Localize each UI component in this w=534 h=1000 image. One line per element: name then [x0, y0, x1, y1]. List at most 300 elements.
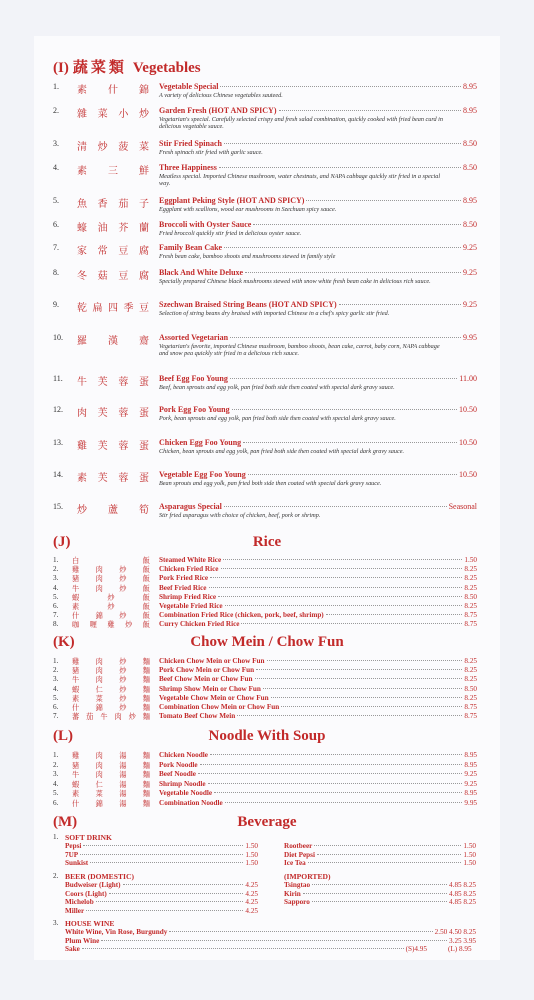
item-name-line [159, 565, 477, 573]
beverage-item [65, 907, 258, 916]
chinese-char: 常 [97, 246, 108, 257]
leader-dots [279, 110, 462, 111]
menu-item [53, 565, 477, 574]
item-price: 8.25 [464, 693, 477, 702]
beverage-name: Plum Wine [65, 936, 100, 945]
item-description: Beef, bean sprouts and egg yolk, pan fried both side then coated with special dark gravy sauce. [159, 384, 395, 391]
menu-item [53, 666, 477, 675]
beverage-item [284, 898, 476, 907]
menu-item [53, 703, 477, 712]
chinese-char: 炒 [119, 685, 127, 694]
item-price: 8.95 [464, 789, 477, 798]
item-price: 8.75 [464, 703, 477, 711]
beverage-price: 4.25 [245, 889, 258, 898]
chinese-char: 清 [77, 142, 87, 153]
item-name-line [159, 405, 477, 414]
item-price: 8.95 [463, 82, 477, 91]
chinese-char: 麵 [142, 771, 150, 780]
chinese-char: 麵 [142, 704, 150, 712]
chinese-name [77, 195, 149, 210]
item-price: 8.50 [464, 684, 477, 693]
item-number: 1. [53, 657, 59, 665]
leader-dots [339, 304, 461, 305]
section-letter-chowmein: (K) [53, 634, 75, 650]
leader-dots [224, 143, 461, 144]
chinese-char: 什 [72, 704, 80, 712]
item-number: 2. [53, 565, 59, 574]
menu-item [53, 611, 477, 620]
leader-dots [243, 442, 457, 443]
item-name-line [159, 799, 477, 807]
item-name: Pork Egg Foo Young [159, 405, 230, 414]
chinese-char: 芙 [97, 408, 108, 419]
chinese-char: 雞 [72, 658, 80, 666]
chinese-char: 素 [72, 603, 80, 611]
item-number: 14. [53, 470, 63, 479]
chinese-char: 湯 [119, 800, 127, 808]
chinese-char: 筍 [139, 505, 149, 516]
leader-dots [86, 910, 243, 911]
item-name: Shrimp Noodle [159, 779, 206, 788]
chinese-char: 飯 [142, 557, 150, 565]
leader-dots [208, 783, 463, 784]
leader-dots [224, 506, 447, 507]
item-name: Pork Fried Rice [159, 574, 209, 583]
item-name-line [159, 574, 477, 582]
chinese-char: 仁 [95, 685, 103, 694]
beverage-price: 1.50 [463, 859, 476, 868]
chinese-name [72, 761, 150, 771]
item-name: Stir Fried Spinach [159, 139, 222, 148]
item-name: Vegetable Special [159, 82, 219, 91]
item-price: 11.00 [459, 374, 477, 383]
chinese-char: 三 [108, 166, 118, 177]
chinese-name [72, 770, 150, 780]
chinese-char: 咖 [72, 621, 80, 630]
chinese-char: 豆 [118, 246, 129, 257]
item-name: Beef Noodle [159, 770, 196, 779]
item-number: 1. [53, 751, 59, 759]
item-name-line [159, 502, 477, 511]
item-description: Stir fried asparagus with choice of chicken, beef, pork or shrimp. [159, 512, 321, 519]
chinese-char: 魚 [77, 199, 87, 210]
item-number: 5. [53, 789, 59, 798]
beverage-item [65, 945, 427, 954]
beverage-group-title: BEER (DOMESTIC) [65, 872, 134, 881]
item-number: 15. [53, 502, 63, 511]
chinese-char: 炒 [119, 658, 127, 666]
chinese-char: 素 [77, 166, 87, 177]
leader-dots [312, 901, 447, 902]
chinese-char: 香 [97, 199, 108, 210]
menu-item [53, 574, 477, 583]
chinese-char: 肉 [95, 752, 103, 760]
beverage-price: 4.85 8.25 [449, 881, 476, 889]
chinese-char: 素 [77, 85, 87, 96]
item-number: 11. [53, 374, 63, 383]
beverage-group-number: 3. [53, 919, 59, 927]
item-price: 8.50 [464, 592, 477, 601]
item-price: 9.25 [463, 268, 477, 277]
item-number: 12. [53, 405, 63, 414]
item-name: Shrimp Show Mein or Chow Fun [159, 684, 261, 693]
item-name-line [159, 139, 477, 148]
item-name: Beef Chow Mein or Chow Fun [159, 675, 253, 684]
item-price: 8.75 [464, 620, 477, 629]
item-name-line [159, 243, 477, 252]
beverage-name: Sake [65, 945, 80, 954]
chinese-char: 家 [77, 246, 87, 257]
chinese-char: 牛 [100, 713, 108, 722]
item-number: 2. [53, 666, 59, 675]
item-description: Fried broccoli quickly stir fried in delicious oyster sauce. [159, 230, 302, 237]
item-name-line [159, 163, 477, 172]
item-name: Asparagus Special [159, 502, 222, 511]
chinese-char: 芙 [97, 473, 108, 484]
menu-item [53, 584, 477, 593]
chinese-name [77, 501, 149, 516]
chinese-name [77, 267, 149, 282]
chinese-char: 炒 [97, 142, 108, 153]
beverage-item [284, 859, 476, 868]
chinese-char: 麵 [142, 694, 150, 703]
leader-dots [101, 940, 447, 941]
item-name-line [159, 300, 477, 309]
item-number: 4. [53, 583, 59, 592]
item-price: 8.25 [464, 666, 477, 675]
item-name-line [159, 220, 477, 229]
menu-item [53, 789, 477, 798]
item-name-line [159, 666, 477, 674]
leader-dots [83, 845, 243, 846]
item-number: 10. [53, 333, 63, 342]
chinese-char: 菜 [95, 790, 103, 799]
chinese-char: 麵 [142, 800, 150, 808]
beverage-name: White Wine, Vin Rose, Burgundy [65, 928, 168, 936]
chinese-char: 麵 [142, 761, 150, 770]
section-header-vegetables [53, 56, 201, 77]
menu-item [53, 694, 477, 703]
beverage-name: Sunkist [65, 859, 89, 868]
item-price: 8.75 [464, 712, 477, 721]
leader-dots [200, 764, 463, 765]
menu-item [53, 770, 477, 779]
item-description: Fresh bean cake, bamboo shoots and mushrooms stewed in family style [159, 253, 336, 260]
item-number: 4. [53, 779, 59, 788]
chinese-char: 炒 [119, 584, 127, 593]
chinese-char: 豆 [139, 303, 149, 314]
menu-item [53, 761, 477, 770]
beverage-group-number: 1. [53, 833, 59, 841]
chinese-char: 炒 [107, 593, 115, 602]
chinese-char: 蛋 [138, 441, 149, 452]
chinese-char: 冬 [77, 271, 87, 282]
item-name: Pork Chow Mein or Chow Fun [159, 666, 255, 675]
chinese-char: 蓉 [118, 473, 129, 484]
item-name-line [159, 789, 477, 797]
item-price: Seasonal [448, 502, 477, 511]
chinese-name [77, 373, 149, 388]
chinese-char: 肉 [114, 713, 122, 722]
item-name-line [159, 556, 477, 564]
menu-item [53, 712, 477, 721]
item-name: Curry Chicken Fried Rice [159, 620, 240, 629]
leader-dots [267, 660, 463, 661]
menu-item [53, 751, 477, 760]
item-name: Steamed White Rice [159, 556, 222, 564]
chinese-char: 羅 [77, 336, 87, 347]
item-name-line [159, 770, 477, 778]
item-name-line [159, 657, 477, 665]
beverage-price: 1.50 [245, 842, 258, 850]
item-name: Vegetable Chow Mein or Chow Fun [159, 693, 269, 702]
item-name: Chicken Egg Foo Young [159, 438, 242, 447]
chinese-char: 炒 [119, 676, 127, 685]
beverage-group-title: SOFT DRINK [65, 833, 112, 842]
chinese-char: 肉 [77, 408, 87, 419]
beverage-price: 4.25 [245, 898, 258, 907]
leader-dots [218, 596, 462, 597]
item-number: 6. [53, 799, 59, 807]
leader-dots [237, 715, 462, 716]
item-name: Broccoli with Oyster Sauce [159, 220, 252, 229]
item-name-line [159, 611, 477, 619]
chinese-char: 菠 [118, 142, 129, 153]
chinese-char: 麵 [142, 685, 150, 694]
chinese-char: 肉 [95, 676, 103, 685]
item-price: 9.25 [463, 300, 477, 309]
chinese-char: 什 [72, 800, 80, 808]
chinese-char: 飯 [142, 593, 150, 602]
item-name-line [159, 685, 477, 693]
item-price: 10.50 [459, 470, 477, 479]
chinese-char: 雞 [77, 441, 87, 452]
chinese-char: 芥 [118, 223, 129, 234]
item-number: 13. [53, 438, 63, 447]
chinese-char: 乾 [77, 303, 87, 314]
chinese-char: 油 [97, 223, 108, 234]
chinese-char: 季 [123, 303, 134, 314]
item-price: 8.25 [464, 574, 477, 583]
beverage-name: Tsingtao [284, 881, 311, 889]
chinese-char: 豬 [72, 761, 80, 770]
chinese-char: 菇 [97, 271, 108, 282]
item-name-line [159, 620, 477, 628]
chinese-char: 炒 [119, 575, 127, 584]
chinese-char: 雞 [72, 752, 80, 760]
item-description: A variety of delicious Chinese vegetables sauteed. [159, 92, 283, 99]
chinese-char: 湯 [119, 771, 127, 780]
chinese-char: 麵 [142, 676, 150, 685]
chinese-char: 雞 [72, 566, 80, 575]
chinese-char: 湯 [119, 780, 127, 789]
chinese-char: 齋 [139, 336, 149, 347]
item-name-line [159, 712, 477, 720]
item-name: Assorted Vegetarian [159, 333, 229, 342]
chinese-name [77, 437, 149, 452]
item-description: Vegetarian's favorite, imported Chinese mushroom, bamboo shoots, bean cake, carrot, baby corn, NAPA cabbage and snow pea quickly stir fried in a delicious rich sauce. [159, 343, 440, 358]
chinese-char: 豬 [72, 667, 80, 676]
chinese-char: 扁 [92, 303, 103, 314]
beverage-subgroup-title: (IMPORTED) [284, 872, 331, 881]
chinese-name [77, 332, 149, 347]
chinese-char: 蓉 [118, 377, 129, 388]
item-number: 3. [53, 574, 59, 583]
chinese-name [72, 789, 150, 799]
section-letter-rice: (J) [53, 534, 71, 550]
item-name: Combination Noodle [159, 799, 223, 807]
leader-dots [312, 884, 447, 885]
chinese-char: 蝦 [72, 593, 80, 602]
chinese-char: 湯 [119, 761, 127, 770]
item-price: 9.25 [464, 770, 477, 779]
chinese-char: 蛋 [138, 473, 149, 484]
chinese-char: 錦 [95, 800, 103, 808]
section-letter-beverage: (M) [53, 814, 78, 830]
menu-item [53, 602, 477, 611]
leader-dots [245, 272, 461, 273]
chinese-char: 錦 [95, 612, 103, 621]
item-name: Chicken Noodle [159, 751, 208, 759]
beverage-group-number: 2. [53, 872, 59, 880]
chinese-char: 肉 [95, 761, 103, 770]
chinese-name [77, 138, 149, 153]
item-number: 6. [53, 703, 59, 711]
item-description: Bean sprouts and egg yolk, pan fried both side then coated with special dark gravy sauce. [159, 480, 382, 487]
item-number: 3. [53, 675, 59, 684]
item-number: 6. [53, 220, 59, 229]
item-description: Fresh spinach stir fried with garlic sauce. [159, 149, 263, 156]
chinese-char: 炒 [128, 713, 136, 722]
chinese-char: 蓉 [118, 441, 129, 452]
chinese-char: 喱 [89, 621, 97, 630]
item-price: 9.25 [464, 779, 477, 788]
leader-dots [230, 378, 457, 379]
leader-dots [123, 884, 244, 885]
chinese-char: 豬 [72, 575, 80, 584]
item-price: 1.50 [464, 556, 477, 564]
chinese-name [72, 751, 150, 761]
item-name-line [159, 675, 477, 683]
menu-item [53, 675, 477, 684]
item-name: Vegetable Egg Foo Young [159, 470, 246, 479]
section-title: Vegetables [132, 60, 201, 76]
chinese-char: 炒 [119, 694, 127, 703]
chinese-char: 豆 [118, 271, 129, 282]
chinese-char: 芙 [97, 377, 108, 388]
leader-dots [281, 706, 462, 707]
item-price: 8.25 [464, 675, 477, 684]
item-description: Vegetarian's special. Carefully selected crispy and fresh salad combination, quickly cooked with fried bean curd in delicious vegetable sauce. [159, 116, 443, 131]
chinese-char: 麵 [142, 790, 150, 799]
leader-dots [224, 247, 461, 248]
leader-dots [232, 409, 457, 410]
menu-item [53, 685, 477, 694]
item-number: 4. [53, 684, 59, 693]
beverage-price: 4.85 8.25 [449, 889, 476, 898]
item-price: 8.25 [464, 657, 477, 665]
beverage-name: Ice Tea [284, 859, 306, 868]
chinese-char: 蝦 [72, 780, 80, 789]
chinese-name [72, 780, 150, 790]
item-name-line [159, 761, 477, 769]
chinese-char: 麵 [142, 752, 150, 760]
item-number: 1. [53, 556, 59, 564]
chinese-name [77, 242, 149, 257]
leader-dots [225, 802, 463, 803]
item-number: 4. [53, 163, 59, 172]
item-price: 8.25 [464, 565, 477, 574]
leader-dots [303, 893, 447, 894]
chinese-name [77, 81, 149, 96]
item-name-line [159, 593, 477, 601]
beverage-name: Diet Pepsi [284, 850, 315, 859]
item-name: Family Bean Cake [159, 243, 223, 252]
leader-dots [314, 845, 461, 846]
leader-dots [223, 559, 462, 560]
item-price: 9.95 [464, 799, 477, 807]
beverage-price: 4.25 [245, 906, 258, 915]
leader-dots [255, 678, 463, 679]
beverage-item [65, 859, 258, 868]
item-number: 6. [53, 602, 59, 610]
item-name: Combination Chow Mein or Chow Fun [159, 703, 280, 711]
chinese-name [72, 799, 150, 809]
leader-dots [214, 792, 462, 793]
beverage-price: 1.50 [245, 850, 258, 859]
item-number: 7. [53, 712, 59, 721]
leader-dots [198, 773, 462, 774]
beverage-name: Sapporo [284, 898, 310, 907]
chinese-char: 白 [72, 557, 80, 565]
leader-dots [230, 337, 461, 338]
item-price: 10.50 [459, 438, 477, 447]
item-name-line [159, 106, 477, 115]
item-name: Garden Fresh (HOT AND SPICY) [159, 106, 277, 115]
item-number: 3. [53, 139, 59, 148]
chinese-char: 茄 [118, 199, 129, 210]
chinese-char: 腐 [138, 271, 149, 282]
leader-dots [317, 854, 461, 855]
chinese-char: 芙 [97, 441, 108, 452]
section-title-beverage: Beverage [237, 814, 297, 830]
chinese-char: 肉 [95, 575, 103, 584]
item-number: 5. [53, 196, 59, 205]
chinese-char: 蛋 [138, 408, 149, 419]
item-price: 8.95 [464, 760, 477, 769]
section-chinese-title: 蔬菜類 [72, 60, 127, 76]
leader-dots [96, 901, 244, 902]
item-name: Pork Noodle [159, 760, 198, 769]
item-number: 2. [53, 106, 59, 115]
leader-dots [306, 200, 461, 201]
chinese-char: 蛋 [138, 377, 149, 388]
menu-item [53, 620, 477, 629]
item-name: Black And White Deluxe [159, 268, 244, 277]
item-name-line [159, 703, 477, 711]
beverage-price: 1.50 [463, 842, 476, 850]
chinese-name [77, 404, 149, 419]
chinese-char: 什 [108, 85, 118, 96]
item-description: Selection of string beans dry braised with imported Chinese in a chef's spicy garlic stir fried. [159, 310, 390, 317]
chinese-char: 麵 [142, 713, 150, 722]
beverage-name: 7UP [65, 850, 79, 859]
chinese-char: 鮮 [139, 166, 149, 177]
chinese-char: 炒 [119, 612, 127, 621]
item-price: 8.95 [463, 196, 477, 205]
item-price: 10.50 [459, 405, 477, 414]
menu-item [53, 799, 477, 808]
